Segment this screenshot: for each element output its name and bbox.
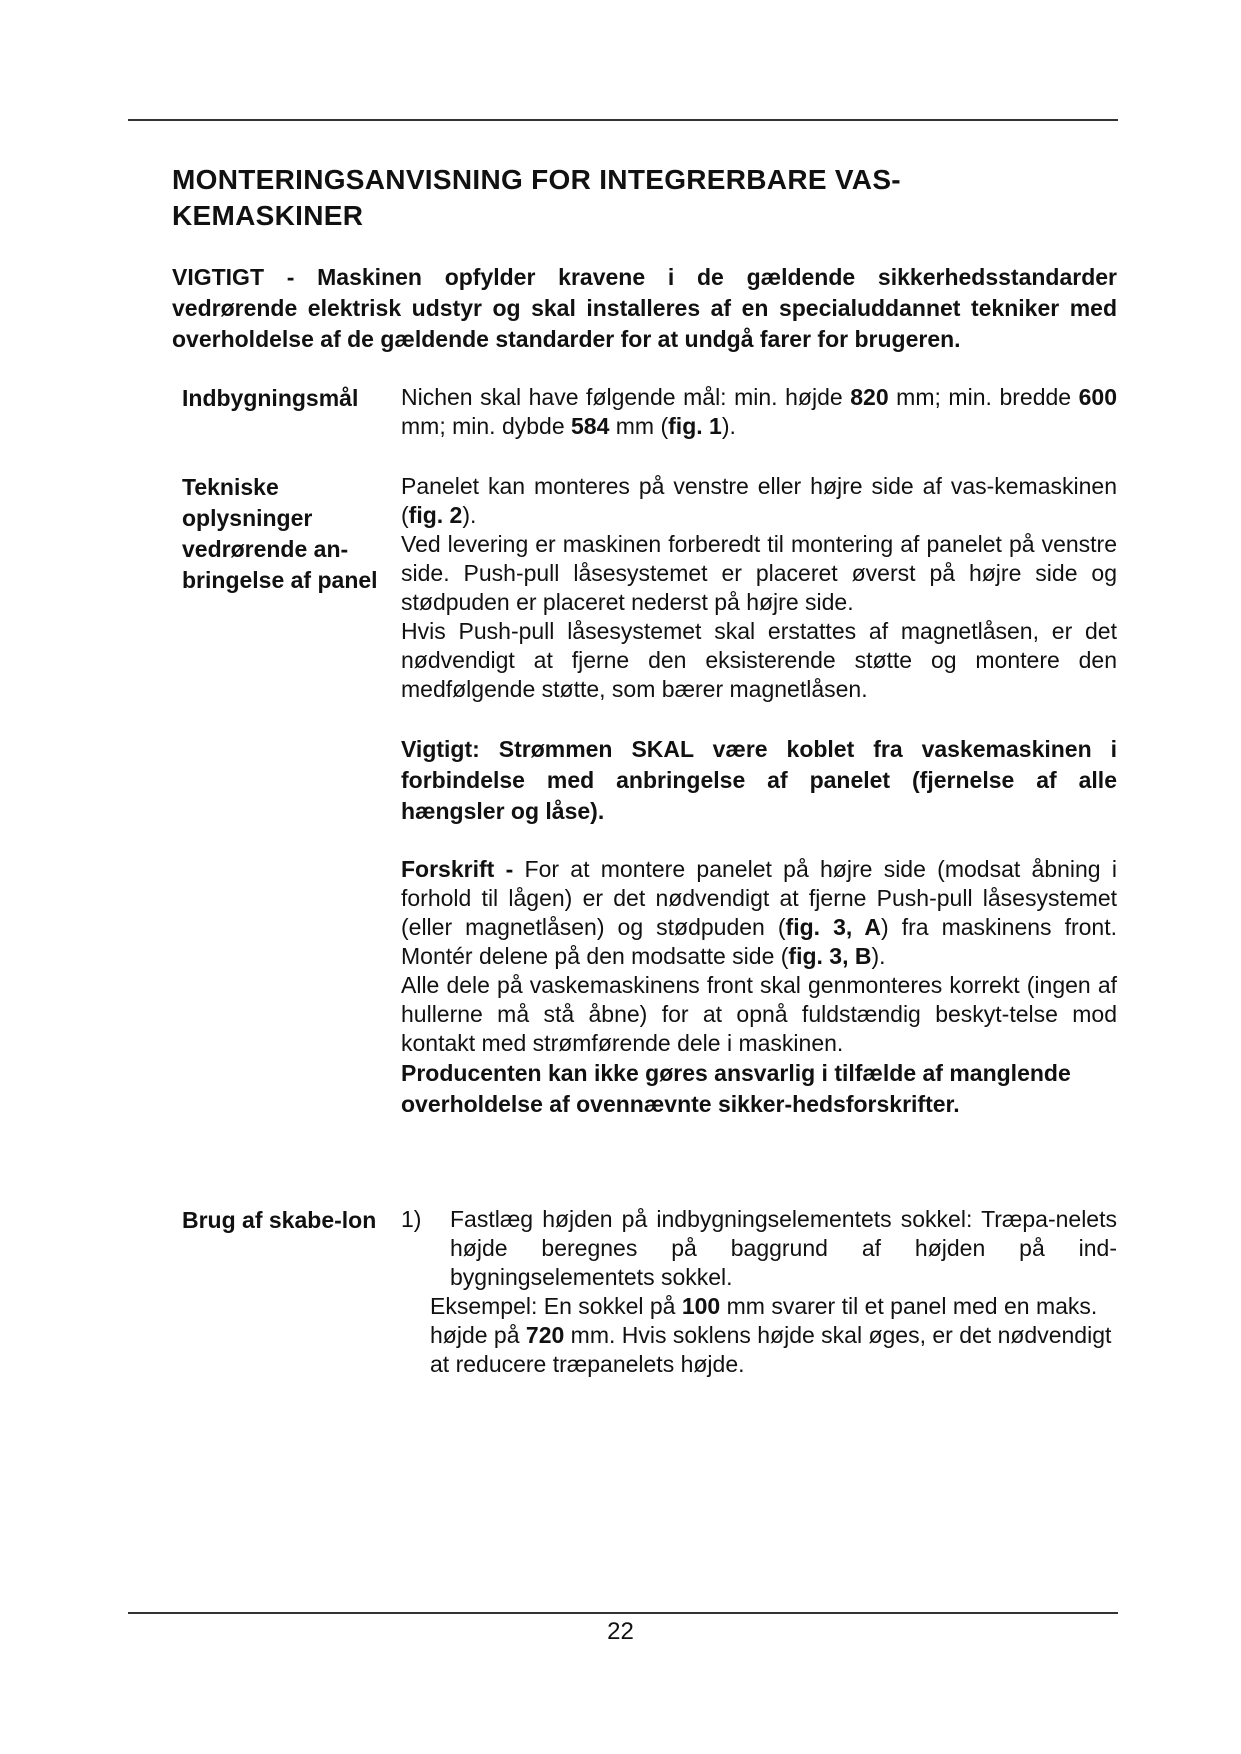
- power-warning: Vigtigt: Strømmen SKAL være koblet fra vaskemaskinen i forbindelse med anbringelse af panelet (fjernelse af alle hængsler og låse).: [401, 736, 1117, 824]
- figure-ref: fig. 3, A: [785, 914, 882, 940]
- section-content-dimensions: [401, 383, 1117, 441]
- list-item-text: Fastlæg højden på indbygningselementets sokkel: Træpa-nelets højde beregnes på baggrund af højden på ind-bygningselementets sokkel.: [450, 1206, 1117, 1290]
- title-line-2: KEMASKINER: [172, 200, 364, 231]
- list-item-number: 1): [401, 1206, 422, 1232]
- example-value: 720: [525, 1322, 565, 1348]
- regulation-label: Forskrift -: [401, 856, 514, 882]
- bottom-rule: [128, 1612, 1118, 1614]
- section-label-template: Brug af skabe-lon: [182, 1207, 377, 1233]
- liability-text: Producenten kan ikke gøres ansvarlig i tilfælde af manglende overholdelse af ovennævnte sikker-hedsforskrifter.: [401, 1060, 1071, 1117]
- figure-ref: fig. 1: [668, 413, 722, 439]
- figure-ref: fig. 3, B: [788, 943, 872, 969]
- section-content-technical: [401, 472, 1117, 1120]
- panel-side-text: Panelet kan monteres på venstre eller højre side af vas-kemaskinen (fig. 2).: [401, 473, 1117, 528]
- example-value: 100: [681, 1293, 721, 1319]
- list-item: [401, 1205, 1117, 1292]
- title-line-1: MONTERINGSANVISNING FOR INTEGRERBARE VAS-: [172, 164, 901, 195]
- example-text: Eksempel: En sokkel på 100 mm svarer til et panel med en maks. højde på 720 mm. Hvis soklens højde skal øges, er det nødvendigt at reducere træpanelets højde.: [430, 1293, 1112, 1377]
- min-height-value: 820: [850, 384, 889, 410]
- important-notice: VIGTIGT - Maskinen opfylder kravene i de gældende sikkerhedsstandarder vedrørende elektrisk udstyr og skal installeres af en specialuddannet tekniker med overholdelse af de gældende standarder for at undgå farer for brugeren.: [172, 264, 1117, 352]
- page-title: [172, 162, 1072, 234]
- min-depth-value: 584: [571, 413, 610, 439]
- delivery-text: Ved levering er maskinen forberedt til montering af panelet på venstre side. Push-pull låsesystemet er placeret øverst på højre side og stødpuden er placeret nederst på højre side.: [401, 531, 1117, 615]
- section-content-template: [401, 1205, 1117, 1379]
- reassembly-text: Alle dele på vaskemaskinens front skal genmonteres korrekt (ingen af hullerne må stå åbne) for at opnå fuldstændig beskyt-telse mod kontakt med strømførende dele i maskinen.: [401, 972, 1117, 1056]
- section-label-dimensions: Indbygningsmål: [182, 385, 359, 411]
- section-label-technical: Tekniske oplysninger vedrørende an-bringelse af panel: [182, 474, 378, 593]
- dimensions-text: Nichen skal have følgende mål: min. højde 820 mm; min. bredde 600 mm; min. dybde 584 mm (fig. 1).: [401, 384, 1117, 439]
- page-number: 22: [607, 1618, 634, 1645]
- magnet-lock-text: Hvis Push-pull låsesystemet skal erstattes af magnetlåsen, er det nødvendigt at fjerne den eksisterende støtte og montere den medfølgende støtte, som bærer magnetlåsen.: [401, 618, 1117, 702]
- top-rule: [128, 119, 1118, 121]
- figure-ref: fig. 2: [408, 502, 463, 528]
- regulation-text: Forskrift - For at montere panelet på højre side (modsat åbning i forhold til lågen) er det nødvendigt at fjerne Push-pull låsesystemet (eller magnetlåsen) og stødpuden (fig. 3, A) fra maskinens front. Montér delene på den modsatte side (fig. 3, B).: [401, 856, 1117, 969]
- min-width-value: 600: [1078, 384, 1117, 410]
